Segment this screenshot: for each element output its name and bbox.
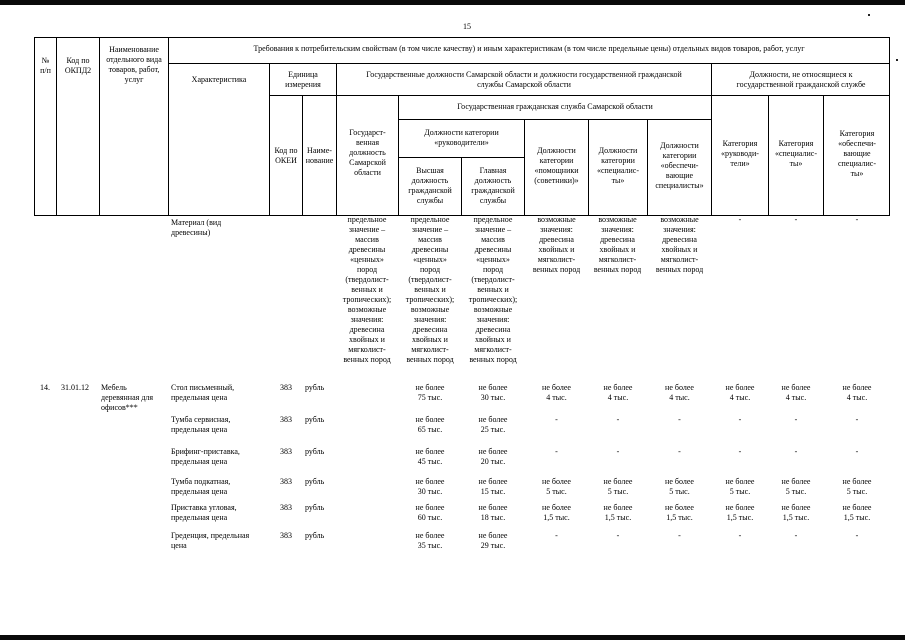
item-number: 14. [40, 383, 50, 392]
col-header-num: № п/п [40, 56, 51, 75]
col-header-heads: Должности категории «руководители» [424, 128, 499, 147]
col-header-assist: Должности категории «помощники (советники)» [534, 146, 579, 185]
row-nsup: не более 1,5 тыс. [842, 503, 872, 522]
row-highest: не более 35 тыс. [415, 531, 445, 550]
col-header-main: Главная должность гражданской службы [471, 166, 515, 205]
row-unit: рубль [305, 383, 325, 392]
row-assist: - [555, 415, 558, 424]
row-ns: не более 1,5 тыс. [781, 503, 811, 522]
item-okpd: 31.01.12 [61, 383, 89, 392]
row-support: - [678, 415, 681, 424]
row-ns: не более 5 тыс. [781, 477, 811, 496]
row-highest: не более 65 тыс. [415, 415, 445, 434]
row-support: не более 5 тыс. [665, 477, 694, 496]
row-assist: не более 5 тыс. [542, 477, 571, 496]
row-unit: рубль [305, 477, 325, 486]
row-ns: не более 4 тыс. [781, 383, 811, 402]
header-requirements: Требования к потребительским свойствам (в том числе качеству) и иным характеристикам (в том числе предельные цены) отдельных видов товаров, работ, услуг [253, 44, 805, 53]
row-highest: не более 30 тыс. [415, 477, 445, 496]
material-characteristic: Материал (вид древесины) [171, 218, 222, 237]
row-nh: - [738, 531, 742, 540]
material-nsup: - [855, 215, 859, 224]
row-support: - [678, 531, 681, 540]
row-spec: - [616, 415, 620, 424]
row-main: не более 20 тыс. [478, 447, 508, 466]
row-nsup: - [855, 415, 859, 424]
col-header-name: Наименование отдельного вида товаров, работ, услуг [106, 45, 162, 84]
row-okei: 383 [280, 447, 292, 456]
header-civil-service: Государственная гражданская служба Самарской области [457, 102, 653, 111]
row-unit: рубль [305, 531, 325, 540]
scan-edge-top [0, 0, 905, 5]
row-assist: не более 4 тыс. [542, 383, 571, 402]
row-okei: 383 [280, 383, 292, 392]
row-nsup: - [855, 531, 859, 540]
col-header-nh: Категория «руководи- тели» [721, 139, 759, 168]
row-spec: - [616, 531, 620, 540]
material-nh: - [738, 215, 742, 224]
row-ns: - [794, 531, 798, 540]
row-unit: рубль [305, 503, 325, 512]
scan-edge-bottom [0, 635, 905, 640]
col-header-unit: Единица измерения [285, 70, 321, 89]
header-non-gov: Должности, не относящиеся к государственной гражданской службе [736, 70, 866, 89]
item-name: Мебель деревянная для офисов*** [101, 383, 154, 412]
row-highest: не более 45 тыс. [415, 447, 445, 466]
col-header-ns: Категория «специалис- ты» [774, 139, 818, 168]
material-main: предельное значение – массив древесины «ценных» пород (твердолист- венных и тропических); возможные значения: древесина хвойных и мягколист- венных пород [468, 215, 518, 364]
row-characteristic: Стол письменный, предельная цена [171, 383, 235, 402]
row-unit: рубль [305, 415, 325, 424]
row-highest: не более 75 тыс. [415, 383, 445, 402]
header-gov-positions: Государственные должности Самарской области и должности государственной гражданской службы Самарской области [366, 70, 682, 89]
row-main: не более 18 тыс. [478, 503, 508, 522]
row-okei: 383 [280, 415, 292, 424]
row-main: не более 25 тыс. [478, 415, 508, 434]
scan-speck [868, 14, 870, 16]
row-support: - [678, 447, 681, 456]
row-assist: не более 1,5 тыс. [542, 503, 571, 522]
row-assist: - [555, 447, 558, 456]
row-nsup: не более 5 тыс. [842, 477, 872, 496]
material-support: возможные значения: древесина хвойных и мягколист- венных пород [655, 215, 704, 274]
row-assist: - [555, 531, 558, 540]
row-nh: - [738, 415, 742, 424]
row-main: не более 30 тыс. [478, 383, 508, 402]
col-header-gos: Государст- венная должность Самарской области [349, 128, 386, 177]
row-nh: не более 1,5 тыс. [725, 503, 755, 522]
material-assist: возможные значения: древесина хвойных и мягколист- венных пород [532, 215, 581, 274]
row-spec: не более 4 тыс. [603, 383, 633, 402]
row-spec: - [616, 447, 620, 456]
row-characteristic: Тумба сервисная, предельная цена [171, 415, 231, 434]
row-unit: рубль [305, 447, 325, 456]
row-support: не более 4 тыс. [665, 383, 694, 402]
row-nh: не более 4 тыс. [725, 383, 755, 402]
material-highest: предельное значение – массив древесины «ценных» пород (твердолист- венных и тропических); возможные значения: древесина хвойных и мягколист- венных пород [405, 215, 455, 364]
col-header-okei: Код по ОКЕИ [274, 146, 298, 165]
material-gos: предельное значение – массив древесины «ценных» пород (твердолист- венных и тропических); возможные значения: древесина хвойных и мягколист- венных пород [342, 215, 392, 364]
row-okei: 383 [280, 503, 292, 512]
row-support: не более 1,5 тыс. [665, 503, 694, 522]
row-ns: - [794, 447, 798, 456]
row-main: не более 15 тыс. [478, 477, 508, 496]
col-header-support: Должности категории «обеспечи- вающие специалисты» [655, 141, 704, 190]
row-nsup: - [855, 447, 859, 456]
row-characteristic: Приставка угловая, предельная цена [171, 503, 237, 522]
col-header-highest: Высшая должность гражданской службы [408, 166, 452, 205]
row-characteristic: Греденция, предельная цена [171, 531, 250, 550]
material-spec: возможные значения: древесина хвойных и мягколист- венных пород [593, 215, 642, 274]
row-nsup: не более 4 тыс. [842, 383, 872, 402]
col-header-spec: Должности категории «специалис- ты» [596, 146, 640, 185]
row-spec: не более 1,5 тыс. [603, 503, 633, 522]
row-ns: - [794, 415, 798, 424]
row-highest: не более 60 тыс. [415, 503, 445, 522]
col-header-okpd: Код по ОКПД2 [64, 56, 92, 75]
row-characteristic: Тумба подкатная, предельная цена [171, 477, 231, 496]
col-header-nsup: Категория «обеспечи- вающие специалис- ты» [837, 129, 877, 178]
row-main: не более 29 тыс. [478, 531, 508, 550]
scan-speck [896, 59, 898, 61]
material-ns: - [794, 215, 798, 224]
page-number: 15 [463, 22, 471, 31]
row-nh: - [738, 447, 742, 456]
row-nh: не более 5 тыс. [725, 477, 755, 496]
row-spec: не более 5 тыс. [603, 477, 633, 496]
col-header-unit-name: Наиме- нование [305, 146, 334, 165]
col-header-characteristic: Характеристика [191, 75, 247, 84]
row-okei: 383 [280, 477, 292, 486]
row-characteristic: Брифинг-приставка, предельная цена [171, 447, 240, 466]
row-okei: 383 [280, 531, 292, 540]
